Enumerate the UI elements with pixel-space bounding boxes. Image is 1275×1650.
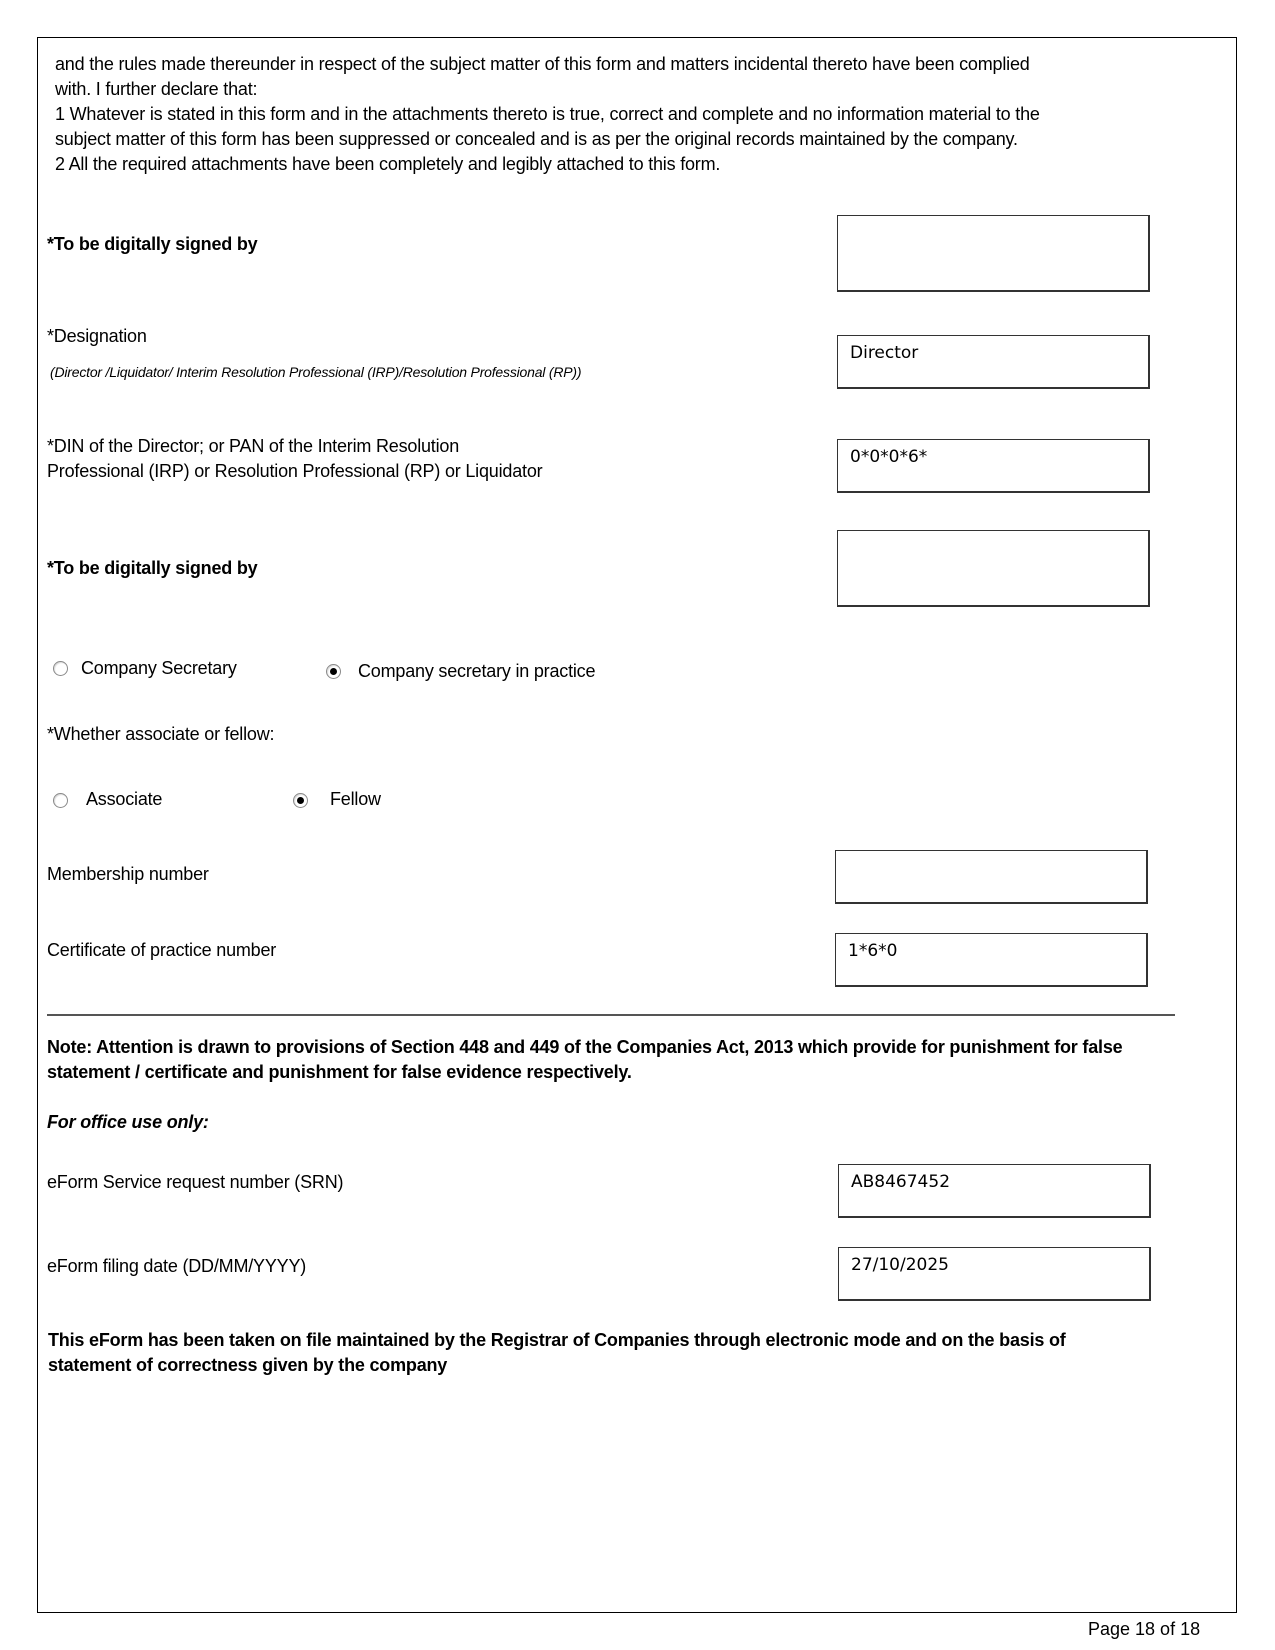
declaration-line-3: 1 Whatever is stated in this form and in the attachments thereto is true, correct and complete and no information material to the xyxy=(55,104,1040,124)
registrar-statement-line-2: statement of correctness given by the company xyxy=(48,1355,448,1375)
director-signed-by-label: *To be digitally signed by xyxy=(47,234,258,254)
radio-company-secretary-in-practice-label: Company secretary in practice xyxy=(358,661,596,681)
din-value: 0*0*0*6* xyxy=(850,447,928,467)
office-use-heading: For office use only: xyxy=(47,1112,209,1132)
din-field[interactable] xyxy=(837,439,1150,493)
certificate-value: 1*6*0 xyxy=(848,941,898,961)
radio-fellow[interactable] xyxy=(293,793,308,808)
designation-label: *Designation xyxy=(47,326,147,346)
radio-fellow-label: Fellow xyxy=(330,789,381,809)
membership-number-field[interactable] xyxy=(835,850,1148,904)
director-signature-field[interactable] xyxy=(837,215,1150,292)
note-line-2: statement / certificate and punishment for false evidence respectively. xyxy=(47,1062,632,1082)
declaration-line-5: 2 All the required attachments have been completely and legibly attached to this form. xyxy=(55,154,721,174)
filing-date-label: eForm filing date (DD/MM/YYYY) xyxy=(47,1256,307,1276)
designation-hint: (Director /Liquidator/ Interim Resolution Professional (IRP)/Resolution Professional (RP)) xyxy=(50,364,582,380)
note-line-1: Note: Attention is drawn to provisions of Section 448 and 449 of the Companies Act, 2013 which provide for punishment for false xyxy=(47,1037,1123,1057)
membership-number-label: Membership number xyxy=(47,864,209,884)
radio-associate[interactable] xyxy=(53,793,68,808)
section-divider xyxy=(47,1014,1175,1016)
radio-company-secretary[interactable] xyxy=(53,661,68,676)
page-number: Page 18 of 18 xyxy=(1088,1619,1201,1639)
certificate-field[interactable] xyxy=(835,933,1148,987)
professional-signed-by-label: *To be digitally signed by xyxy=(47,558,258,578)
srn-field[interactable] xyxy=(838,1164,1151,1218)
registrar-statement-line-1: This eForm has been taken on file maintained by the Registrar of Companies through electronic mode and on the basis of xyxy=(48,1330,1066,1350)
associate-fellow-label: *Whether associate or fellow: xyxy=(47,724,275,744)
professional-signature-field[interactable] xyxy=(837,530,1150,607)
din-label-line-2: Professional (IRP) or Resolution Professional (RP) or Liquidator xyxy=(47,461,543,481)
radio-company-secretary-label: Company Secretary xyxy=(81,658,237,678)
srn-label: eForm Service request number (SRN) xyxy=(47,1172,344,1192)
declaration-line-1: and the rules made thereunder in respect of the subject matter of this form and matters incidental thereto have been complied xyxy=(55,54,1030,74)
filing-date-field[interactable] xyxy=(838,1247,1151,1301)
declaration-line-2: with. I further declare that: xyxy=(55,79,258,99)
radio-company-secretary-in-practice[interactable] xyxy=(326,664,341,679)
designation-field[interactable] xyxy=(837,335,1150,389)
din-label-line-1: *DIN of the Director; or PAN of the Interim Resolution xyxy=(47,436,460,456)
declaration-line-4: subject matter of this form has been suppressed or concealed and is as per the original records maintained by the company. xyxy=(55,129,1018,149)
srn-value: AB8467452 xyxy=(851,1172,951,1192)
certificate-label: Certificate of practice number xyxy=(47,940,277,960)
filing-date-value: 27/10/2025 xyxy=(851,1255,949,1275)
radio-associate-label: Associate xyxy=(86,789,163,809)
designation-value: Director xyxy=(850,343,919,363)
